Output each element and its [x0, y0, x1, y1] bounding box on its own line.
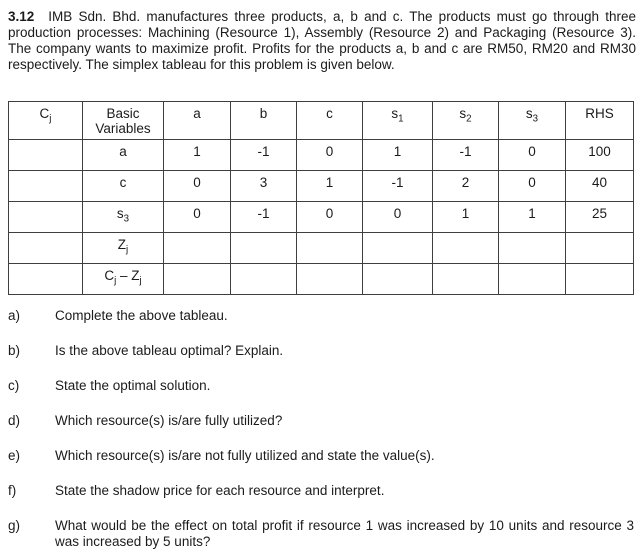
tableau-cell: a	[83, 140, 164, 171]
tableau-col-header: b	[231, 102, 297, 140]
tableau-cell: 2	[433, 171, 499, 202]
tableau-row	[9, 140, 634, 171]
tableau-cell: 1	[499, 202, 566, 233]
question-text: Complete the above tableau.	[55, 308, 228, 323]
question-item	[8, 518, 636, 550]
question-label: e)	[8, 448, 21, 463]
tableau-cell: 0	[164, 202, 231, 233]
tableau-cell: $s_3$	[83, 202, 164, 233]
tableau-cell: $Z_j$	[83, 233, 164, 264]
tableau-cell	[363, 233, 433, 264]
tableau-body	[9, 140, 634, 295]
tableau-cell	[9, 233, 83, 264]
tableau-cell: 0	[164, 171, 231, 202]
tableau-col-header: RHS	[566, 102, 634, 140]
tableau-cell: -1	[231, 202, 297, 233]
question-text: What would be the effect on total profit if resource 1 was increased by 10 units and resource 3 was increased by 5 units?	[55, 518, 634, 549]
question-item	[8, 483, 636, 499]
tableau-col-header: $s_3$	[499, 102, 566, 140]
tableau-cell	[499, 233, 566, 264]
tableau-cell: 0	[297, 140, 363, 171]
tableau-cell	[164, 233, 231, 264]
problem-statement	[8, 9, 636, 73]
question-text: Which resource(s) is/are not fully utilized and state the value(s).	[55, 448, 435, 463]
question-text: Is the above tableau optimal? Explain.	[55, 343, 284, 358]
question-label: b)	[8, 343, 21, 358]
problem-text: IMB Sdn. Bhd. manufactures three products, a, b and c. The products must go through three production processes: Machining (Resource 1), Assembly (Resource 2) and Packaging (Resource 3). The company wants to maximize profit. Profits for the products a, b and c are RM50, RM20 and RM30 respectively. The simplex tableau for this problem is given below.	[8, 9, 636, 72]
tableau-cell: 1	[433, 202, 499, 233]
question-label: g)	[8, 518, 21, 533]
tableau-cell: c	[83, 171, 164, 202]
tableau-header-row	[9, 102, 634, 140]
tableau-cell: 25	[566, 202, 634, 233]
question-text: Which resource(s) is/are fully utilized?	[55, 413, 283, 428]
tableau-cell: 0	[363, 202, 433, 233]
tableau-row	[9, 233, 634, 264]
question-item	[8, 343, 636, 359]
tableau-cell: 100	[566, 140, 634, 171]
tableau-cell	[9, 140, 83, 171]
question-list	[8, 308, 636, 550]
tableau-col-header: a	[164, 102, 231, 140]
tableau-row	[9, 264, 634, 295]
question-label: d)	[8, 413, 21, 428]
tableau-col-header: Basic Variables	[83, 102, 164, 140]
question-item	[8, 308, 636, 324]
simplex-tableau	[8, 101, 634, 295]
tableau-cell	[566, 233, 634, 264]
question-label: f)	[8, 483, 17, 498]
tableau-cell	[297, 264, 363, 295]
tableau-cell	[231, 233, 297, 264]
tableau-cell	[297, 233, 363, 264]
tableau-col-header: $C_j$	[9, 102, 83, 140]
tableau-cell	[9, 171, 83, 202]
tableau-cell: 0	[499, 140, 566, 171]
tableau-cell: 1	[363, 140, 433, 171]
tableau-row	[9, 171, 634, 202]
tableau-cell: 3	[231, 171, 297, 202]
tableau-cell: 0	[297, 202, 363, 233]
tableau-cell	[9, 202, 83, 233]
question-item	[8, 378, 636, 394]
tableau-cell	[164, 264, 231, 295]
tableau-cell: $C_j - Z_j$	[83, 264, 164, 295]
tableau-cell	[566, 264, 634, 295]
tableau-cell	[433, 233, 499, 264]
tableau-cell	[9, 264, 83, 295]
tableau-cell: -1	[433, 140, 499, 171]
tableau-cell: 1	[297, 171, 363, 202]
tableau-cell: 40	[566, 171, 634, 202]
tableau-cell	[433, 264, 499, 295]
tableau-col-header: $s_1$	[363, 102, 433, 140]
question-label: c)	[8, 378, 20, 393]
tableau-cell: -1	[231, 140, 297, 171]
tableau-row	[9, 202, 634, 233]
tableau-cell: -1	[363, 171, 433, 202]
tableau-cell	[231, 264, 297, 295]
tableau-col-header: c	[297, 102, 363, 140]
tableau-cell	[363, 264, 433, 295]
question-text: State the optimal solution.	[55, 378, 211, 393]
tableau-col-header: $s_2$	[433, 102, 499, 140]
problem-number: 3.12	[8, 9, 35, 24]
tableau-cell: 0	[499, 171, 566, 202]
question-label: a)	[8, 308, 21, 323]
question-text: State the shadow price for each resource and interpret.	[55, 483, 385, 498]
question-item	[8, 413, 636, 429]
tableau-cell: 1	[164, 140, 231, 171]
tableau-header	[9, 102, 634, 140]
tableau-cell	[499, 264, 566, 295]
question-item	[8, 448, 636, 464]
